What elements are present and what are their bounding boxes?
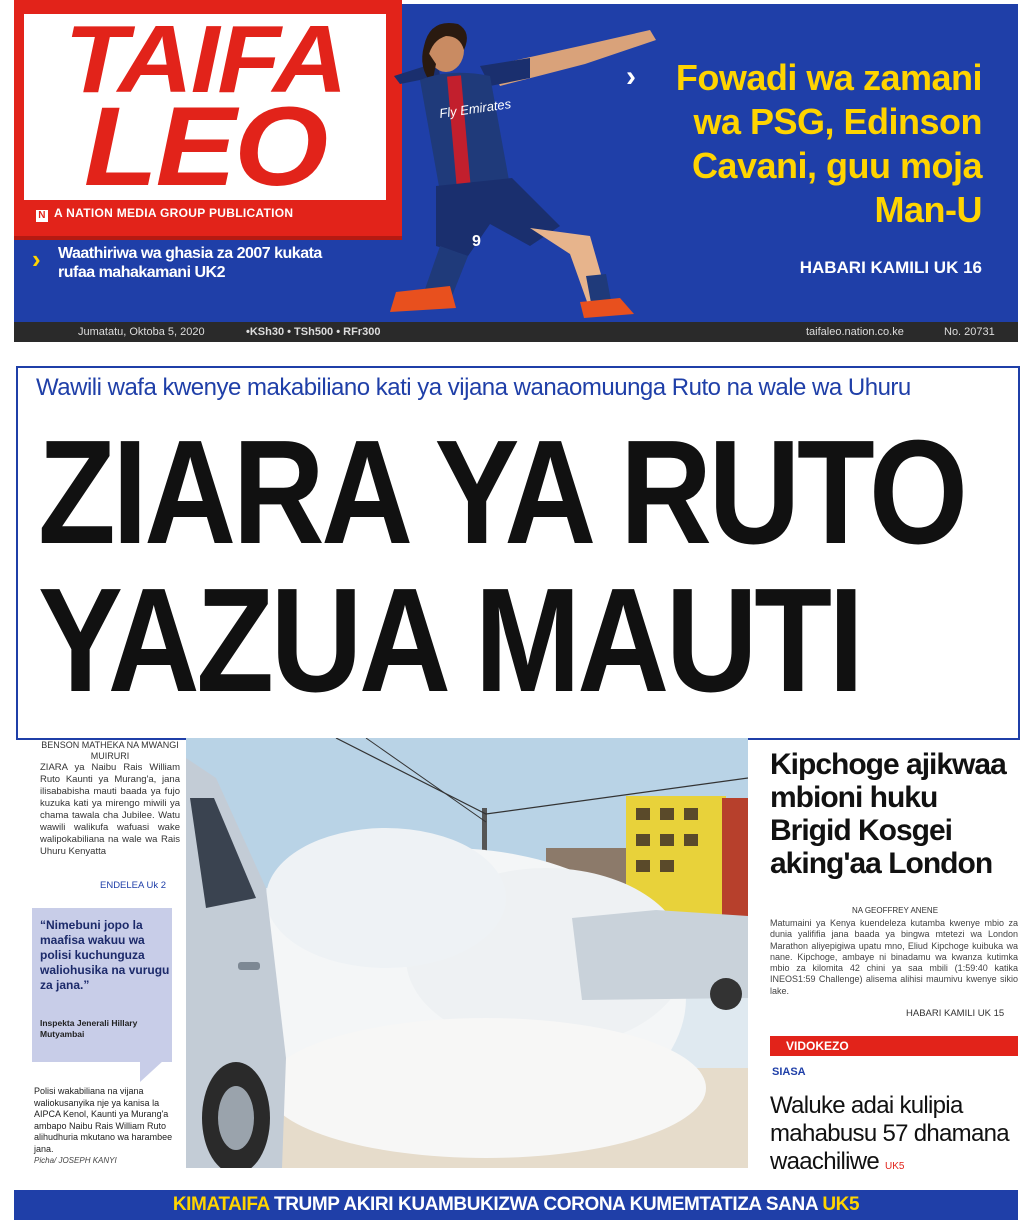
kipchoge-body: Matumaini ya Kenya kuendeleza kutamba kwenye mbio za dunia yalififia jana baada ya bingwa mtetezi wa London Marathon aliyepigiwa upatu mno, Eliud Kipchoge kuibuka wa nane. Kipchoge, ambaye ni binadamu wa kwanza kutimka mbio za kilomita 42 chini ya saa mbili (1:59:40 katika INEOS1:59 Challenge) alisema alihisi maumivu kwenye sikio lake.: [770, 918, 1018, 996]
taifa-leo-logo[interactable]: [24, 6, 386, 209]
cover-prices: •KSh30 • TSh500 • RFr300: [246, 326, 381, 338]
publisher-line: [36, 206, 293, 222]
chevron-right-icon: ›: [626, 60, 636, 93]
banner-page-ref: UK5: [822, 1194, 860, 1215]
waluke-page-ref: UK5: [885, 1161, 905, 1172]
banner-section: KIMATAIFA: [172, 1194, 270, 1215]
kipchoge-byline: NA GEOFFREY ANENE: [851, 906, 939, 915]
quote-attribution: Inspekta Jenerali Hillary Mutyambai: [40, 1018, 138, 1039]
bottom-banner[interactable]: [14, 1190, 1018, 1220]
footballer-photo: [380, 6, 680, 322]
publisher-text: A NATION MEDIA GROUP PUBLICATION: [54, 206, 294, 220]
vidokezo-label: VIDOKEZO: [786, 1039, 849, 1053]
logo-word-taifa: TAIFA: [64, 6, 346, 113]
waluke-headline[interactable]: [770, 1092, 1020, 1181]
pull-quote: “Nimebuni jopo la maafisa wakuu wa polisi kuchunguza waliohusika na vurugu za jana.”: [40, 918, 170, 992]
issue-number: No. 20731: [944, 326, 995, 338]
waluke-headline-text: Waluke adai kulipia mahabusu 57 dhamana waachiliwe: [770, 1092, 1009, 1175]
lead-headline-line-2[interactable]: YAZUA MAUTI: [38, 558, 861, 723]
right-teaser-more[interactable]: HABARI KAMILI UK 16: [799, 258, 982, 277]
siasa-section-label: SIASA: [772, 1066, 806, 1078]
nation-logo-icon: N: [36, 210, 48, 222]
kipchoge-more-link[interactable]: HABARI KAMILI UK 15: [906, 1008, 1005, 1019]
left-teaser-text: Waathiriwa wa ghasia za 2007 kukata rufaa mahakamani UK2: [58, 245, 322, 281]
issue-date: Jumatatu, Oktoba 5, 2020: [78, 326, 205, 338]
sponsor-text: Fly Emirates: [438, 96, 512, 121]
lead-byline: BENSON MATHEKA NA MWANGI MUIRURI: [41, 740, 179, 761]
chevron-right-icon: ›: [32, 244, 41, 274]
shirt-number: 9: [472, 233, 481, 250]
photo-caption: Polisi wakabiliana na vijana waliokusanyika nje ya kanisa la AIPCA Kenol, Kaunti ya Murang'a ambapo Naibu Rais William Ruto alihudhuria mkutano wa harambee jana.: [34, 1086, 173, 1154]
right-teaser-headline: Fowadi wa zamani wa PSG, Edinson Cavani, guu moja Man-U: [675, 57, 982, 230]
lead-headline-line-1[interactable]: ZIARA YA RUTO: [38, 410, 965, 575]
kipchoge-headline[interactable]: Kipchoge ajikwaa mbioni huku Brigid Kosgei aking'aa London: [770, 748, 1006, 880]
lead-kicker: Wawili wafa kwenye makabiliano kati ya vijana wanaomuunga Ruto na wale wa Uhuru: [36, 374, 911, 401]
dateline-bar: [14, 322, 1018, 342]
logo-word-leo: LEO: [83, 84, 327, 209]
quote-tail: [140, 1060, 164, 1082]
left-teaser[interactable]: [32, 244, 332, 282]
photo-credit: Picha/ JOSEPH KANYI: [34, 1156, 117, 1165]
lead-body: ZIARA ya Naibu Rais William Ruto Kaunti ya Murang'a, jana ilisababisha mauti baada ya fujo kuzuka kati ya mirengo miwili ya chama tawala cha Jubilee. Watu wawili walikufa wafuasi wake walipokabiliana na wale wa Rais Uhuru Kenyatta: [40, 762, 180, 857]
lead-continue-link[interactable]: ENDELEA Uk 2: [100, 880, 166, 891]
website[interactable]: taifaleo.nation.co.ke: [806, 326, 904, 338]
banner-text: TRUMP AKIRI KUAMBUKIZWA CORONA KUMEMTATIZA SANA: [274, 1194, 818, 1215]
teargas-scene-photo[interactable]: [186, 738, 748, 1168]
vidokezo-label-bar: [770, 1036, 1018, 1056]
